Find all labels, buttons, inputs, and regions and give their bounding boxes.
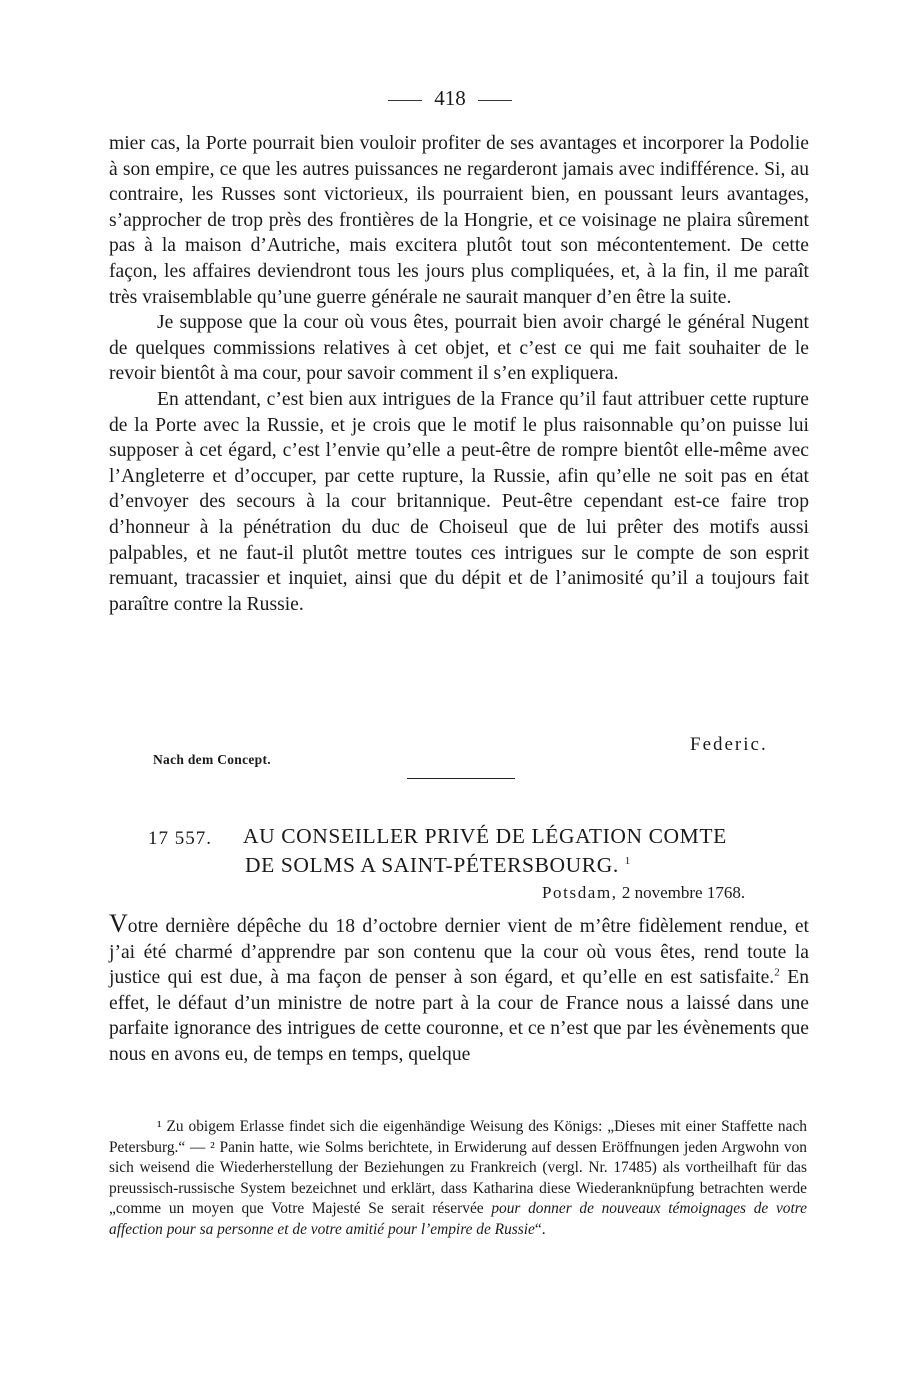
letter-text-part-2: En effet, le défaut d’un ministre de notre part à la cour de France nous a laissé dans une parfaite ignorance des intrigues de cette couronne, et ce n’est que par les évènements que nous en avons eu, de temps en temps, quelque [109, 967, 810, 1065]
letter-text-part-1: otre dernière dépêche du 18 d’octobre dernier vient de m’être fidèlement rendue, et j’ai été charmé d’apprendre par son contenu que la cour où vous êtes, rend toute la justice qui est due, à ma façon de penser à son égard, et qu’elle en est satisfaite. [109, 916, 809, 989]
date-text: 2 novembre 1768. [621, 883, 746, 902]
dateline [542, 883, 745, 903]
heading-footnote-ref: 1 [624, 855, 631, 867]
footnotes [109, 1117, 807, 1241]
paragraph-2: Je suppose que la cour où vous êtes, pourrait bien avoir chargé le général Nugent de quelques commissions relatives à cet objet, et c’est ce qui me fait souhaiter de le revoir bientôt à ma cour, pour savoir comment il s’en expliquera. [109, 312, 809, 385]
letter-paragraph [109, 911, 809, 1068]
concept-note: Nach dem Concept. [153, 752, 271, 767]
footnote-italic: pour donner de nouveaux témoignages de votre affection pour sa personne et de votre amitié pour l’empire de Russie [109, 1200, 808, 1238]
letter-body [109, 911, 809, 1068]
heading-line-2 [245, 849, 631, 878]
letter-continuation [109, 131, 809, 617]
letter-number: 17 557. [148, 828, 212, 849]
heading-line-2-text: DE SOLMS A SAINT-PÉTERSBOURG. [245, 853, 619, 878]
section-divider [407, 778, 515, 779]
paragraph-3: En attendant, c’est bien aux intrigues de la France qu’il faut attribuer cette rupture de la Porte avec la Russie, et je crois que le motif le plus raisonnable qu’on puisse lui supposer à cet égard, c’est l’envie qu’elle a peut-être de rompre bientôt elle-même avec l’Angleterre et d’occuper, par cette rupture, la Russie, afin qu’elle ne soit pas en état d’envoyer des secours à la cour britannique. Peut-être cependant est-ce faire trop d’honneur à la pénétration du duc de Choiseul que de lui prêter des motifs aussi palpables, et ne faut-il plutôt mettre toutes ces intrigues sur le compte de son esprit remuant, tracassier et inquiet, ainsi que du dépit et de l’animosité qu’il a toujours fait paraître contre la Russie. [109, 388, 809, 615]
drop-cap: V [109, 909, 128, 938]
heading-line-1: AU CONSEILLER PRIVÉ DE LÉGATION COMTE [243, 824, 727, 848]
paragraph-1: mier cas, la Porte pourrait bien vouloir profiter de ses avantages et incorporer la Podolie à son empire, ce que les autres puissances ne regarderont jamais avec indifférence. Si, au contraire, les Russes sont victorieux, ils pourraient bien, en poussant leurs avantages, s’approcher de trop près des frontières de la Hongrie, et ce voisinage ne plaira sûrement pas à la maison d’Autriche, mais excitera plutôt tout son mécontentement. De cette façon, les affaires deviendront tous les jours plus compliquées, et, à la fin, il me paraît très vraisemblable qu’une guerre générale ne saurait manquer d’en être la suite. [109, 133, 809, 308]
page-number-dash-left [388, 100, 422, 101]
page-number [0, 86, 900, 111]
page-number-text: 418 [434, 86, 466, 110]
footnote-end: “. [534, 1220, 546, 1238]
page-number-dash-right [478, 100, 512, 101]
footnote-text: ¹ Zu obigem Erlasse findet sich die eigenhändige Weisung des Königs: „Dieses mit einer Staffette nach Petersburg.“ — ² Panin hatte, wie Solms berichtete, in Erwiderung auf dessen Eröffnungen jeden Argwohn von sich weisend die Wiederherstellung der Beziehungen zu Frankreich (vergl. Nr. 17485) als vortheilhaft für das preussisch-russische System bezeichnet und erklärt, dass Katharina diese Wiederanknüpfung betrachten werde „comme un moyen que Votre Majesté Se serait réservée [109, 1118, 807, 1218]
letter-footnote-ref: 2 [774, 966, 780, 979]
date-place: Potsdam, [542, 883, 618, 902]
footnote-paragraph [109, 1117, 807, 1241]
signature: Federic. [690, 734, 768, 755]
